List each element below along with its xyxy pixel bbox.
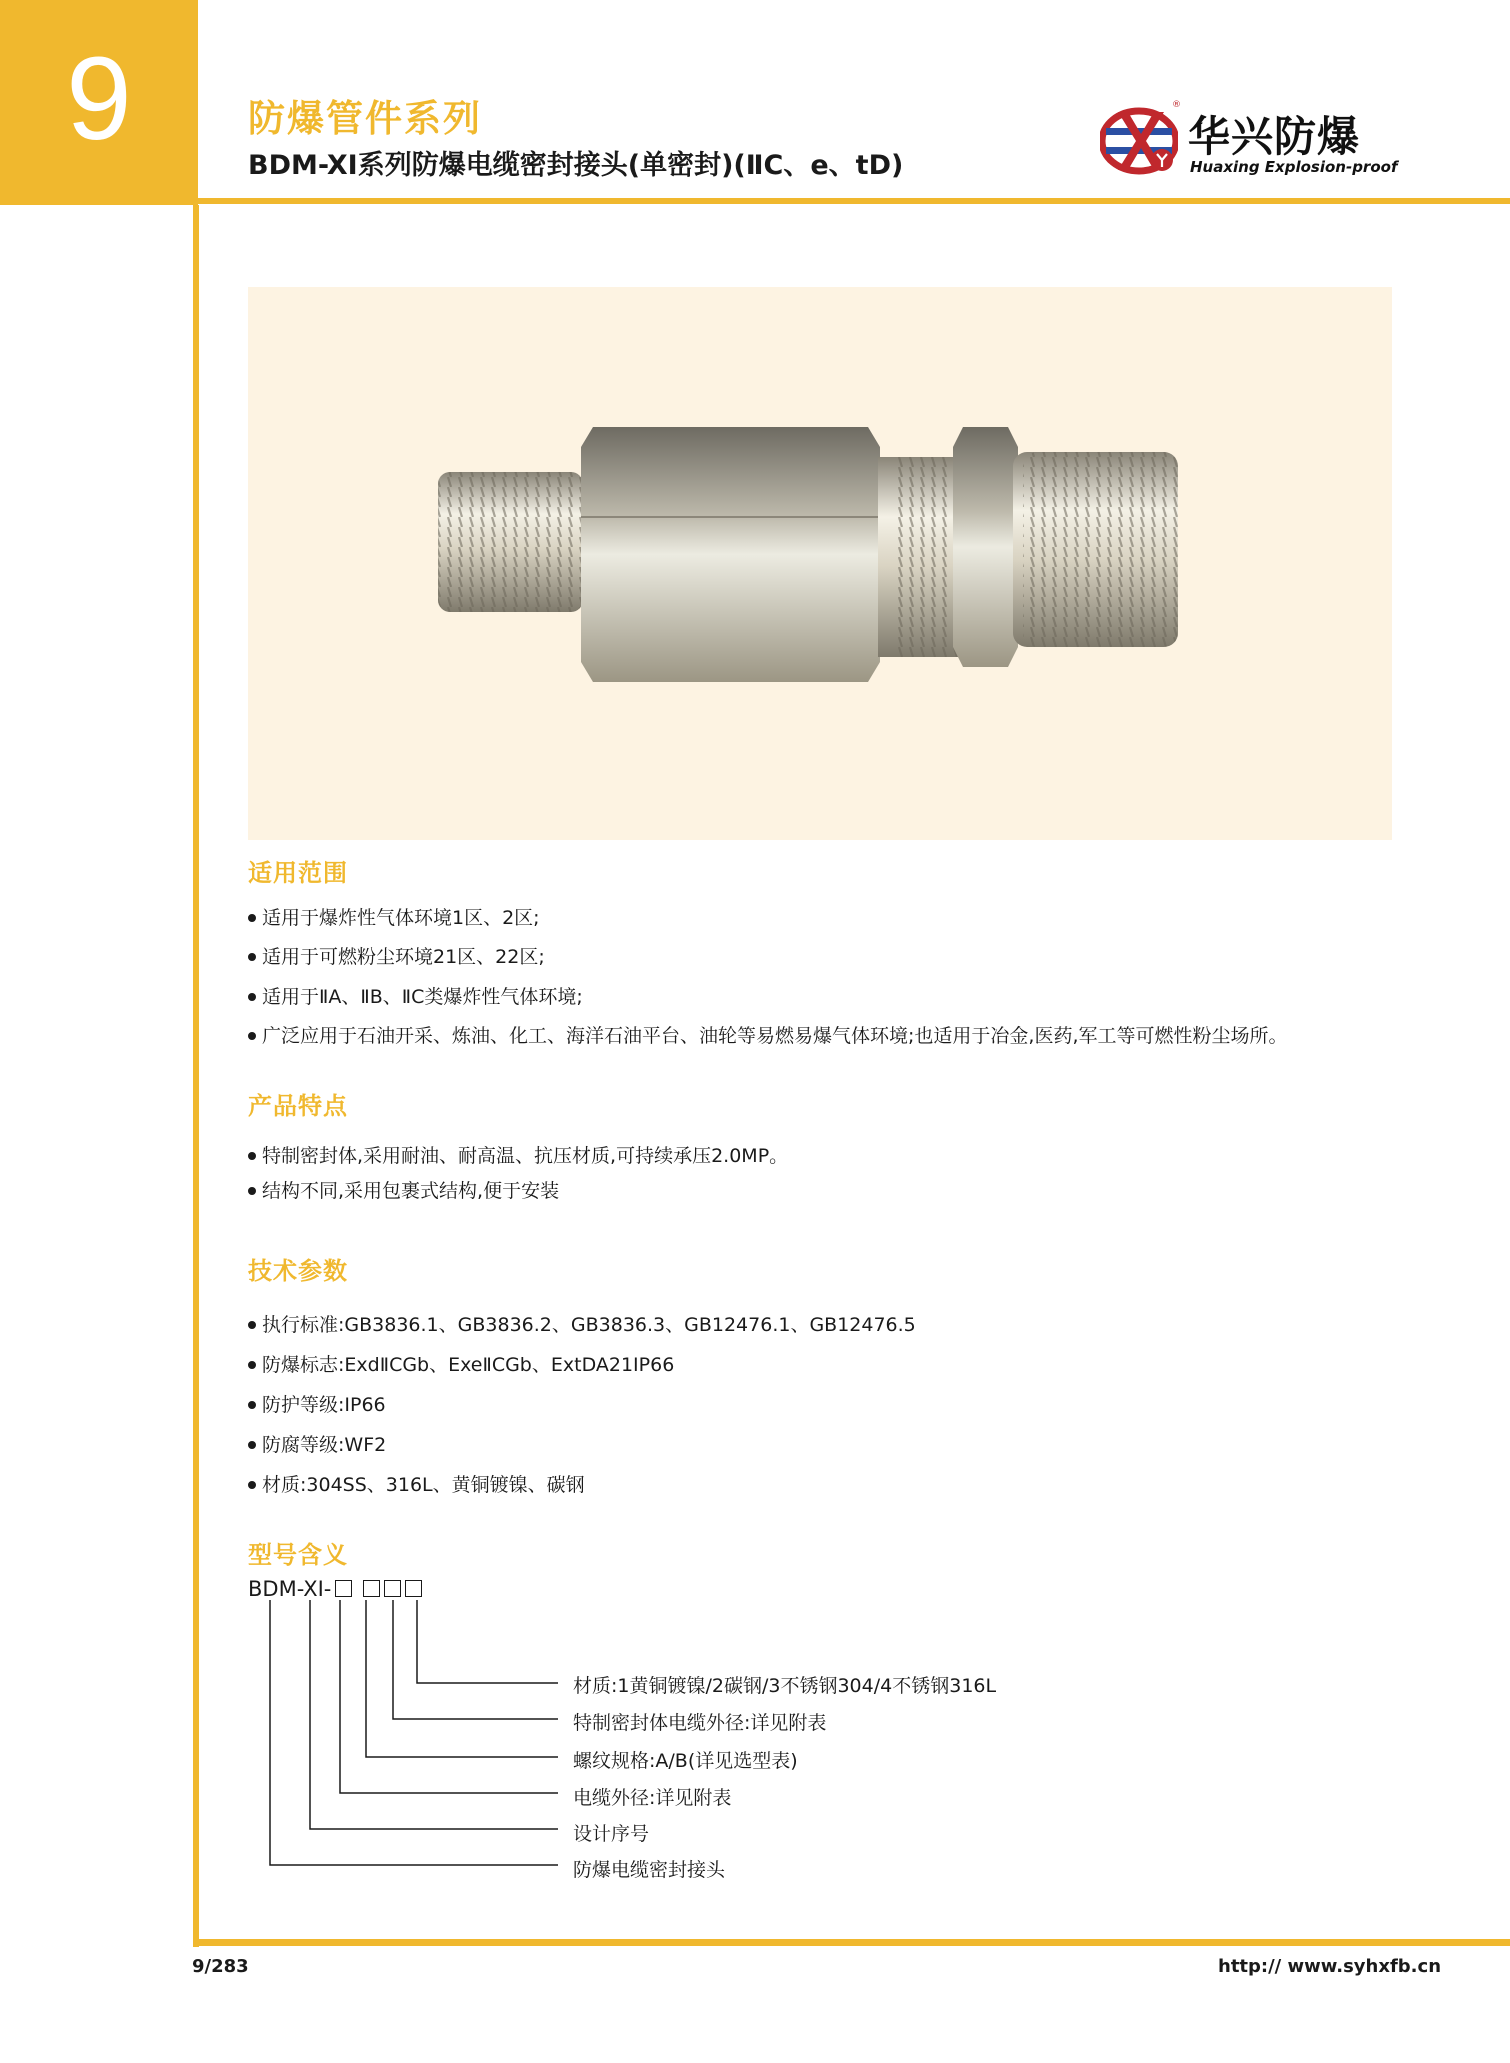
chapter-number-block bbox=[0, 0, 198, 205]
left-margin-line bbox=[193, 205, 199, 1947]
company-logo bbox=[1100, 100, 1400, 182]
legend-label-seal-od: 特制密封体电缆外径:详见附表 bbox=[573, 1712, 827, 1734]
chapter-number: 9 bbox=[66, 33, 132, 165]
list-item: 执行标准:GB3836.1、GB3836.2、GB3836.3、GB12476.1、GB12476.5 bbox=[248, 1310, 916, 1337]
list-item: 适用于爆炸性气体环境1区、2区; bbox=[248, 903, 540, 930]
series-title: 防爆管件系列 bbox=[248, 97, 482, 140]
hx-logo-icon bbox=[1100, 100, 1178, 182]
product-title: BDM-XI系列防爆电缆密封接头(单密封)(ⅡC、e、tD) bbox=[248, 150, 904, 181]
website-link[interactable]: http:// www.syhxfb.cn bbox=[1218, 1956, 1442, 1977]
list-item: 广泛应用于石油开采、炼油、化工、海洋石油平台、油轮等易燃易爆气体环境;也适用于冶金,医药,军工等可燃性粉尘场所。 bbox=[248, 1021, 1287, 1048]
legend-label-design-no: 设计序号 bbox=[573, 1823, 650, 1845]
code-box bbox=[363, 1580, 380, 1597]
code-box bbox=[405, 1580, 422, 1597]
section-heading-features: 产品特点 bbox=[248, 1092, 348, 1120]
page-number: 9/283 bbox=[192, 1956, 249, 1977]
list-item: 材质:304SS、316L、黄铜镀镍、碳钢 bbox=[248, 1470, 585, 1497]
section-heading-scope: 适用范围 bbox=[248, 859, 348, 887]
legend-label-product: 防爆电缆密封接头 bbox=[573, 1859, 726, 1881]
footer-divider bbox=[193, 1939, 1510, 1946]
section-heading-specs: 技术参数 bbox=[248, 1257, 348, 1285]
list-item: 适用于ⅡA、ⅡB、ⅡC类爆炸性气体环境; bbox=[248, 982, 583, 1009]
cable-gland-image bbox=[248, 287, 1392, 840]
list-item: 防爆标志:ExdⅡCGb、ExeⅡCGb、ExtDA21IP66 bbox=[248, 1350, 674, 1377]
model-code-prefix: BDM-XI- bbox=[248, 1577, 332, 1601]
header-divider bbox=[198, 198, 1510, 204]
list-item: 特制密封体,采用耐油、耐高温、抗压材质,可持续承压2.0MP。 bbox=[248, 1141, 788, 1168]
list-item: 防护等级:IP66 bbox=[248, 1390, 386, 1417]
model-code bbox=[248, 1577, 422, 1601]
list-item: 结构不同,采用包裹式结构,便于安装 bbox=[248, 1176, 559, 1203]
model-legend-lines bbox=[248, 1600, 588, 1880]
legend-label-cable-od: 电缆外径:详见附表 bbox=[573, 1787, 732, 1809]
list-item: 适用于可燃粉尘环境21区、22区; bbox=[248, 942, 545, 969]
logo-name-cn: 华兴防爆 bbox=[1188, 112, 1361, 161]
legend-label-material: 材质:1黄铜镀镍/2碳钢/3不锈钢304/4不锈钢316L bbox=[573, 1675, 997, 1697]
logo-name-en: Huaxing Explosion-proof bbox=[1190, 158, 1398, 176]
registered-mark: ® bbox=[1172, 100, 1181, 110]
product-photo bbox=[248, 287, 1392, 840]
list-item: 防腐等级:WF2 bbox=[248, 1430, 386, 1457]
code-box bbox=[384, 1580, 401, 1597]
code-box bbox=[335, 1580, 352, 1597]
legend-label-thread: 螺纹规格:A/B(详见选型表) bbox=[573, 1750, 798, 1772]
section-heading-model: 型号含义 bbox=[248, 1541, 348, 1569]
